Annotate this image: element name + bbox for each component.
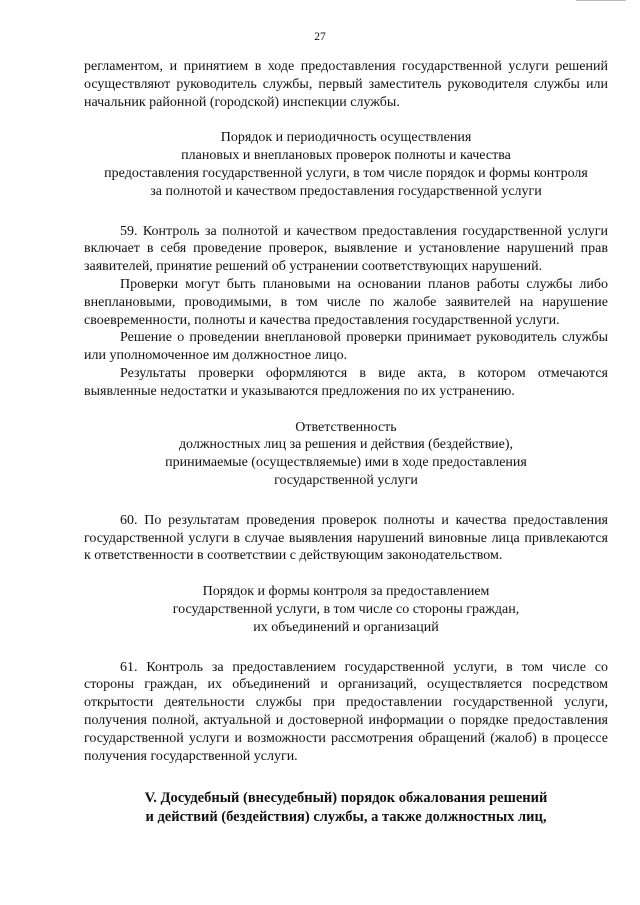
heading-line: должностных лиц за решения и действия (бездействие),: [178, 437, 514, 453]
heading-line: плановых и внеплановых проверок полноты и качества: [181, 148, 511, 164]
continuation-paragraph: регламентом, и принятием в ходе предоставления государственной услуги решений осуществляют руководитель службы, первый заместитель руководителя службы или начальник районной (городской) инспекции службы.: [84, 59, 608, 110]
paragraph-inspection-results: Результаты проверки оформляются в виде акта, в котором отмечаются выявленные недостатки и указываются предложения по их устранению.: [84, 365, 608, 399]
heading-line: Ответственность: [295, 419, 397, 435]
heading-citizen-control: [84, 583, 608, 636]
paragraph-60: 60. По результатам проведения проверок полноты и качества предоставления государственной услуги в случае выявления нарушений виновные лица привлекаются к ответственности в соответствии с действующим законодательством.: [84, 512, 608, 564]
heading-line: их объединений и организаций: [253, 619, 439, 635]
heading-line: предоставления государственной услуги, в том числе порядок и формы контроля: [104, 165, 588, 181]
heading-line: Порядок и периодичность осуществления: [220, 130, 472, 146]
heading-line: и действий (бездействия) службы, а также должностных лиц,: [145, 809, 547, 826]
scan-edge-mark: [576, 0, 626, 5]
heading-line: государственной услуги, в том числе со стороны граждан,: [172, 601, 520, 617]
page-content: [84, 58, 608, 827]
paragraph-unscheduled-decision: Решение о проведении внеплановой проверки принимает руководитель службы или уполномоченное им должностное лицо.: [84, 330, 608, 364]
heading-line: за полнотой и качеством предоставления государственной услуги: [150, 183, 542, 199]
paragraph-61: 61. Контроль за предоставлением государственной услуги, в том числе со стороны граждан, их объединений и организаций, осуществляется посредством открытости деятельности службы при предоставлении государственной услуги, получения полной, актуальной и достоверной информации о порядке предоставления государственной услуги и возможности рассмотрения обращений (жалоб) в процессе получения государственной услуги.: [84, 659, 608, 764]
page-number: 27: [314, 31, 326, 43]
heading-responsibility: [84, 419, 608, 490]
paragraph-inspections-types: Проверки могут быть плановыми на основании планов работы службы либо внеплановыми, проводимыми, в том числе по жалобе заявителей на нарушение своевременности, полноты и качества предоставления государственной услуги.: [84, 276, 608, 328]
heading-section-v: [84, 789, 608, 827]
heading-line: принимаемые (осуществляемые) ими в ходе предоставления: [165, 455, 527, 471]
heading-line: V. Досудебный (внесудебный) порядок обжалования решений: [144, 790, 548, 807]
paragraph-59: 59. Контроль за полнотой и качеством предоставления государственной услуги включает в себя проведение проверок, выявление и установление нарушений прав заявителей, принятие решений об устранении соответствующих нарушений.: [84, 223, 608, 275]
heading-line: Порядок и формы контроля за предоставлением: [202, 584, 490, 600]
heading-line: государственной услуги: [274, 472, 418, 488]
heading-periodicity: [84, 129, 608, 200]
